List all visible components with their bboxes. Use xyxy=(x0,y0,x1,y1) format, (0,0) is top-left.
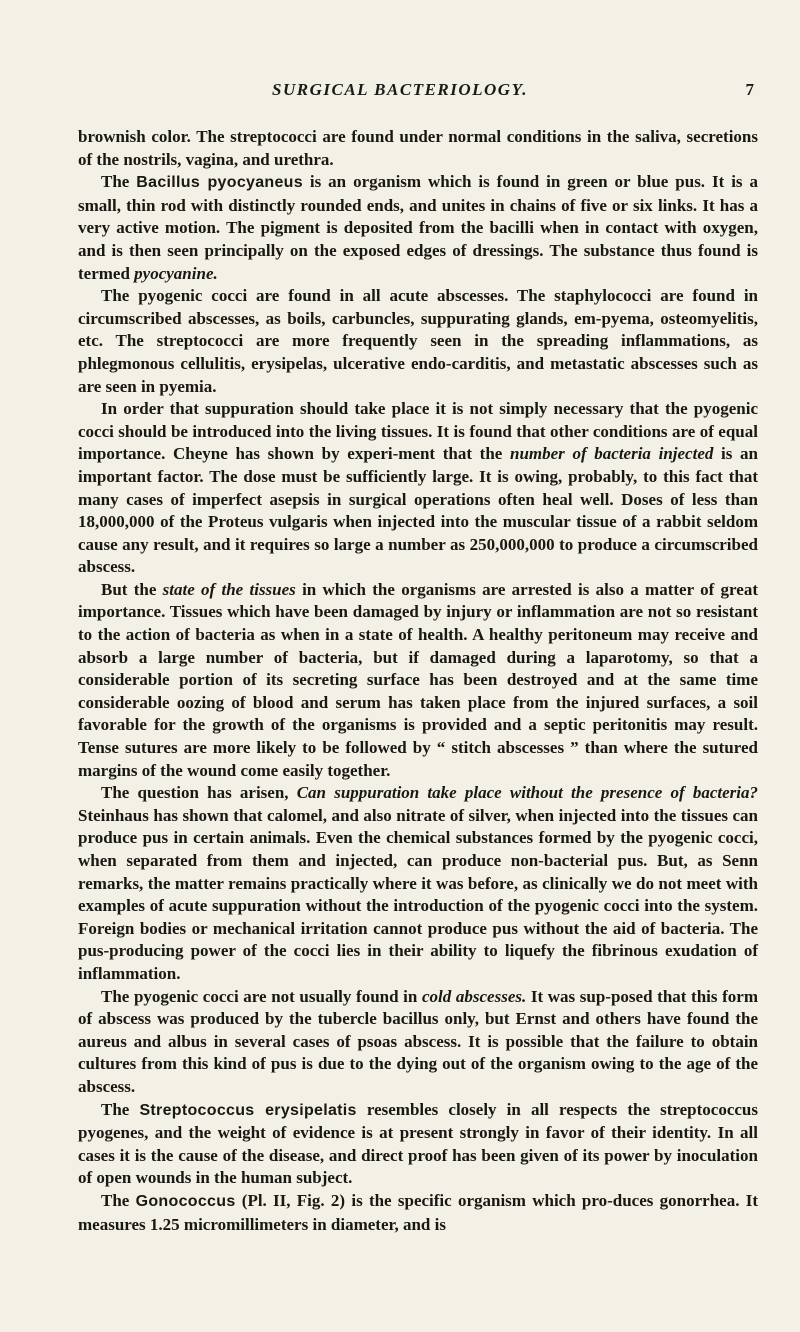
paragraph xyxy=(78,285,758,398)
paragraph xyxy=(78,579,758,782)
text-run: The pyogenic cocci are not usually found in xyxy=(101,986,422,1006)
organism-term: Streptococcus erysipelatis xyxy=(139,1101,357,1119)
paragraph xyxy=(78,126,758,171)
text-run: The question has arisen, xyxy=(101,783,297,803)
page-number: 7 xyxy=(745,80,754,99)
text-run: resembles closely in all respects the streptococcus pyogenes, and the weight of evidence is at present strongly in favor of their identity. In all cases it is the cause of the disease, and direct proof has been given of its power by inoculation of open wounds in the human subject. xyxy=(78,1099,758,1188)
organism-term: Bacillus pyocyaneus xyxy=(136,174,303,192)
paragraph xyxy=(78,1099,758,1190)
text-run: The xyxy=(101,172,137,192)
paragraph xyxy=(78,1190,758,1236)
paragraph xyxy=(78,782,758,985)
text-run: is an organism which is found in green or blue pus. It is a small, thin rod with distinctly rounded ends, and unites in chains of five or six links. It has a very active motion. The pigment is deposited from the bacilli when in contact with oxygen, and is then seen principally on the exposed edges of dressings. The substance thus found is termed xyxy=(78,172,758,283)
text-run: brownish color. The streptococci are found under normal conditions in the saliva, secretions of the nostrils, vagina, and urethra. xyxy=(78,127,758,169)
paragraph xyxy=(78,171,758,285)
italic-phrase: state of the tissues xyxy=(162,579,296,599)
text-run: The pyogenic cocci are found in all acute abscesses. The staphylococci are found in circumscribed abscesses, as boils, carbuncles, suppurating glands, em-pyema, osteomyelitis, etc. The streptococci are more frequently seen in the spreading inflammations, as phlegmonous cellulitis, erysipelas, ulcerative endo-carditis, and metastatic abscesses such as are seen in pyemia. xyxy=(78,286,758,396)
running-head xyxy=(0,80,800,104)
text-run: (Pl. II, Fig. 2) is the specific organism which pro-duces gonorrhea. It measures 1.25 micromillimeters in diameter, and is xyxy=(78,1190,758,1234)
text-run: It was sup-posed that this form of abscess was produced by the tubercle bacillus only, but Ernst and others have found the aureus and albus in several cases of psoas abscess. It is possible that the failure to obtain cultures from this kind of pus is due to the dying out of the organism owing to the age of the abscess. xyxy=(78,986,758,1096)
paragraph xyxy=(78,986,758,1099)
italic-phrase: cold abscesses. xyxy=(421,986,527,1006)
italic-phrase: Can suppuration take place without the presence of bacteria? xyxy=(296,783,758,803)
italic-phrase: number of bacteria injected xyxy=(510,444,714,464)
text-run: in which the organisms are arrested is also a matter of great importance. Tissues which have been damaged by injury or inflammation are not so resistant to the action of bacteria as when in a state of health. A healthy peritoneum may receive and absorb a large number of bacteria, but if damaged during a laparotomy, so that a considerable portion of its secreting surface has been destroyed and at the same time considerable oozing of blood and serum has taken place from the injured surfaces, a soil favorable for the growth of the organisms is provided and a septic peritonitis may result. Tense sutures are more likely to be followed by “ stitch abscesses ” than where the sutured margins of the wound come easily together. xyxy=(78,579,758,780)
text-run: The xyxy=(101,1190,136,1210)
text-run: In order that suppuration should take place it is not simply necessary that the pyogenic cocci should be introduced into the living tissues. It is found that other conditions are of equal importance. Cheyne has shown by experi-ment that the xyxy=(78,399,758,464)
italic-phrase: pyocyanine. xyxy=(134,263,218,283)
paragraph xyxy=(78,398,758,579)
organism-term: Gonococcus xyxy=(135,1192,236,1210)
text-run: Steinhaus has shown that calomel, and also nitrate of silver, when injected into the tissues can produce pus in certain animals. Even the chemical substances formed by the pyogenic cocci, when separated from them and injected, can produce non-bacterial pus. But, as Senn remarks, the matter remains practically where it was before, as clinically we do not meet with examples of acute suppuration without the introduction of the pyogenic cocci into the system. Foreign bodies or mechanical irritation cannot produce pus without the aid of bacteria. The pus-producing power of the cocci lies in their ability to liquefy the fibrinous exudation of inflammation. xyxy=(78,805,758,983)
text-run: is an important factor. The dose must be sufficiently large. It is owing, probably, to this fact that many cases of imperfect asepsis in surgical operations often heal well. Doses of less than 18,000,000 of the Proteus vulgaris when injected into the muscular tissue of a rabbit seldom cause any result, and it requires so large a number as 250,000,000 to produce a circumscribed abscess. xyxy=(78,444,758,577)
body-text xyxy=(78,126,758,1236)
running-title: SURGICAL BACTERIOLOGY. xyxy=(272,80,528,99)
text-run: The xyxy=(101,1099,140,1119)
text-run: But the xyxy=(101,579,163,599)
